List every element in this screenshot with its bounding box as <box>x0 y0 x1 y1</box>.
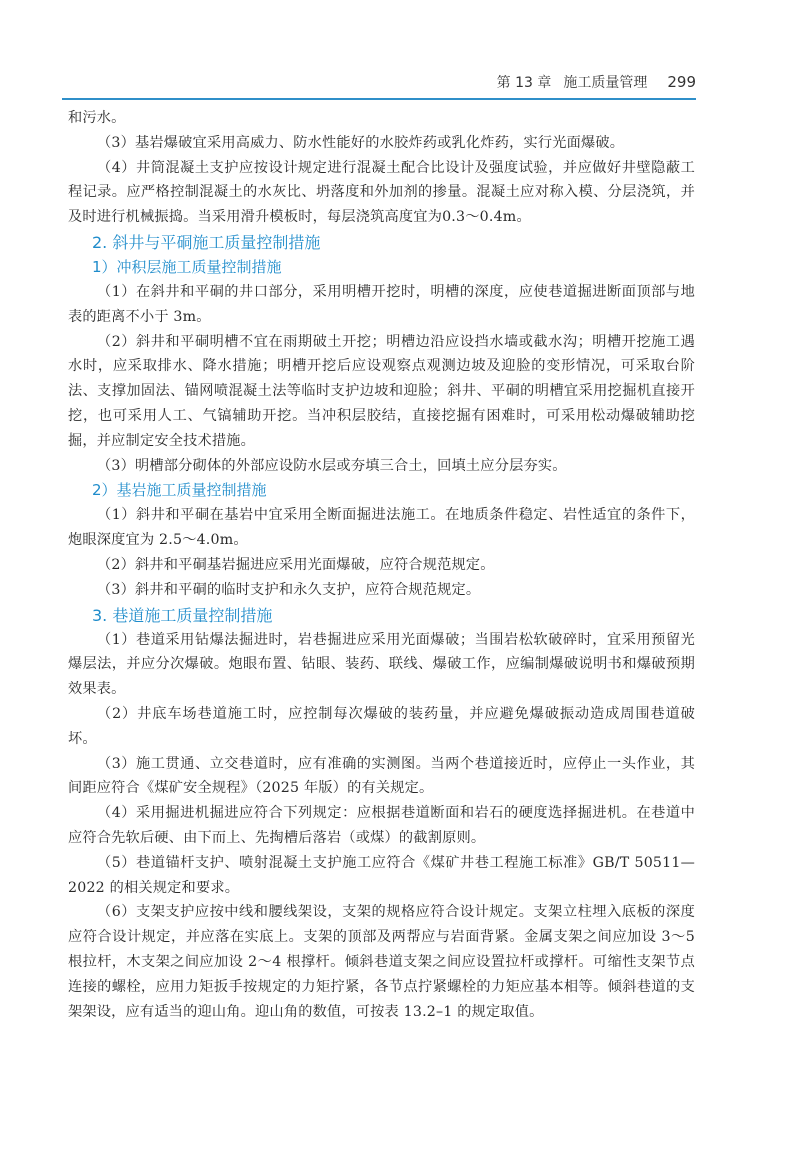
section-heading: 3. 巷道施工质量控制措施 <box>92 605 273 625</box>
body-paragraph: （3）施工贯通、立交巷道时，应有准确的实测图。当两个巷道接近时，应停止一头作业，其间距应符合《煤矿安全规程》（2025 年版）的有关规定。 <box>68 755 695 797</box>
body-paragraph: （3）明槽部分砌体的外部应设防水层或夯填三合土，回填土应分层夯实。 <box>97 457 567 474</box>
body-paragraph: （3）斜井和平硐的临时支护和永久支护，应符合规范规定。 <box>97 581 481 598</box>
body-paragraph: （1）在斜井和平硐的井口部分，采用明槽开挖时，明槽的深度，应使巷道掘进断面顶部与地表的距离不小于 3m。 <box>68 283 695 325</box>
body-paragraph: （4）井筒混凝土支护应按设计规定进行混凝土配合比设计及强度试验，并应做好井壁隐蔽工程记录。应严格控制混凝土的水灰比、坍落度和外加剂的掺量。混凝土应对称入模、分层浇筑，并及时进行机械振捣。当采用滑升模板时，每层浇筑高度宜为0.3～0.4m。 <box>68 159 695 226</box>
chapter-number: 第 13 章 <box>496 75 552 91</box>
body-paragraph: （1）斜井和平硐在基岩中宜采用全断面掘进法施工。在地质条件稳定、岩性适宜的条件下，炮眼深度宜为 2.5～4.0m。 <box>68 507 695 549</box>
header-rule <box>62 98 696 100</box>
page-header <box>62 66 696 98</box>
body-paragraph: （3）基岩爆破宜采用高威力、防水性能好的水胶炸药或乳化炸药，实行光面爆破。 <box>97 134 625 151</box>
page-body <box>68 106 695 1024</box>
subsection-heading: 2）基岩施工质量控制措施 <box>92 481 267 500</box>
chapter-title: 施工质量管理 <box>563 75 648 91</box>
subsection-heading: 1）冲积层施工质量控制措施 <box>92 257 282 276</box>
body-paragraph: （6）支架支护应按中线和腰线架设，支架的规格应符合设计规定。支架立柱埋入底板的深度应符合设计规定，并应落在实底上。支架的顶部及两帮应与岩面背紧。金属支架之间应加设 3～5 根拉杆，木支架之间应加设 2～4 根撑杆。倾斜巷道支架之间应设置拉杆或撑杆。可缩性支架节点连接的螺栓，应用力矩扳手按规定的力矩拧紧，各节点拧紧螺栓的力矩应基本相等。倾斜巷道的支架架设，应有适当的迎山角。迎山角的数值，可按表 13.2–1 的规定取值。 <box>68 904 695 1020</box>
page-number: 299 <box>667 73 696 91</box>
body-paragraph: （5）巷道锚杆支护、喷射混凝土支护施工应符合《煤矿井巷工程施工标准》GB/T 50511—2022 的相关规定和要求。 <box>68 854 695 896</box>
body-paragraph: （2）斜井和平硐明槽不宜在雨期破土开挖；明槽边沿应设挡水墙或截水沟；明槽开挖施工遇水时，应采取排水、降水措施；明槽开挖后应设观察点观测边坡及迎脸的变形情况，可采取台阶法、支撑加固法、锚网喷混凝土法等临时支护边坡和迎脸；斜井、平硐的明槽宜采用挖掘机直接开挖，也可采用人工、气镐辅助开挖。当冲积层胶结，直接挖掘有困难时，可采用松动爆破辅助挖掘，并应制定安全技术措施。 <box>68 333 695 449</box>
body-paragraph: 和污水。 <box>68 110 126 126</box>
body-paragraph: （2）斜井和平硐基岩掘进应采用光面爆破，应符合规范规定。 <box>97 556 495 573</box>
body-paragraph: （4）采用掘进机掘进应符合下列规定：应根据巷道断面和岩石的硬度选择掘进机。在巷道中应符合先软后硬、由下而上、先掏槽后落岩（或煤）的截割原则。 <box>68 805 695 846</box>
body-paragraph: （1）巷道采用钻爆法掘进时，岩巷掘进应采用光面爆破；当围岩松软破碎时，宜采用预留光爆层法，并应分次爆破。炮眼布置、钻眼、装药、联线、爆破工作，应编制爆破说明书和爆破预期效果表。 <box>68 631 695 698</box>
body-paragraph: （2）井底车场巷道施工时，应控制每次爆破的装药量，并应避免爆破振动造成周围巷道破坏。 <box>68 705 695 747</box>
section-heading: 2. 斜井与平硐施工质量控制措施 <box>92 232 321 252</box>
